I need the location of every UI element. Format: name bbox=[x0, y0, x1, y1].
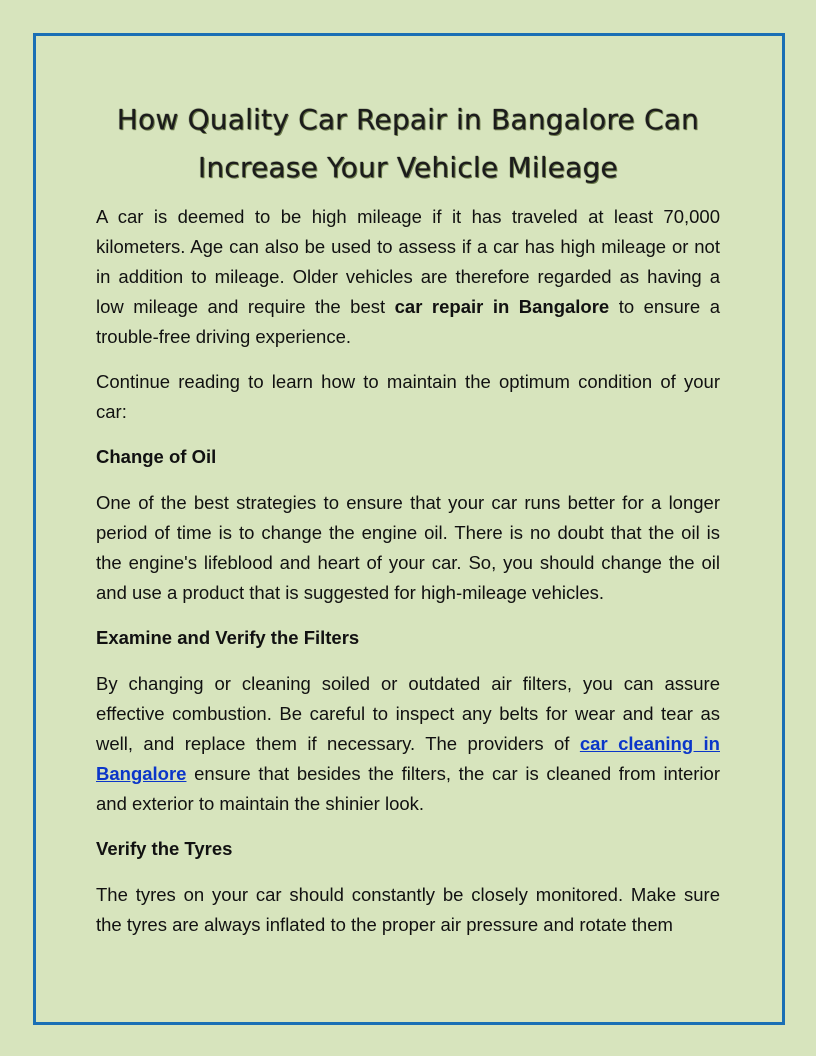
title-line-2: Increase Your Vehicle Mileage bbox=[197, 151, 618, 184]
section-text-filters bbox=[96, 669, 720, 819]
section-text-oil: One of the best strategies to ensure that your car runs better for a longer period of time is to change the engine oil. There is no doubt that the oil is the engine's lifeblood and heart of your car. So, you should change the oil and use a product that is suggested for high-mileage vehicles. bbox=[96, 492, 720, 603]
section-heading-tyres: Verify the Tyres bbox=[96, 838, 233, 859]
intro-paragraph bbox=[96, 202, 720, 352]
section-heading-oil: Change of Oil bbox=[96, 446, 217, 467]
car-cleaning-link[interactable]: car cleaning in Bangalore bbox=[96, 733, 720, 784]
section-heading-filters: Examine and Verify the Filters bbox=[96, 627, 360, 648]
continue-paragraph: Continue reading to learn how to maintain the optimum condition of your car: bbox=[96, 371, 720, 422]
intro-text-end: to ensure a trouble-free driving experience. bbox=[96, 296, 720, 347]
filters-text-start: By changing or cleaning soiled or outdated air filters, you can assure effective combustion. Be careful to inspect any belts for wear and tear as well, and replace them if necessary. The providers of bbox=[96, 673, 720, 754]
intro-bold-keyword: car repair in Bangalore bbox=[394, 296, 610, 317]
section-text-tyres: The tyres on your car should constantly be closely monitored. Make sure the tyres are always inflated to the proper air pressure and rotate them bbox=[96, 884, 720, 935]
filters-text-end: ensure that besides the filters, the car is cleaned from interior and exterior to maintain the shinier look. bbox=[96, 763, 720, 814]
title-line-1: How Quality Car Repair in Bangalore Can bbox=[116, 103, 700, 136]
intro-text-start: A car is deemed to be high mileage if it has traveled at least 70,000 kilometers. Age can also be used to assess if a car has high mileage or not in addition to mileage. Older vehicles are therefore regarded as having a low mileage and require the best bbox=[96, 206, 720, 317]
page-title bbox=[96, 96, 720, 192]
article bbox=[96, 96, 720, 955]
